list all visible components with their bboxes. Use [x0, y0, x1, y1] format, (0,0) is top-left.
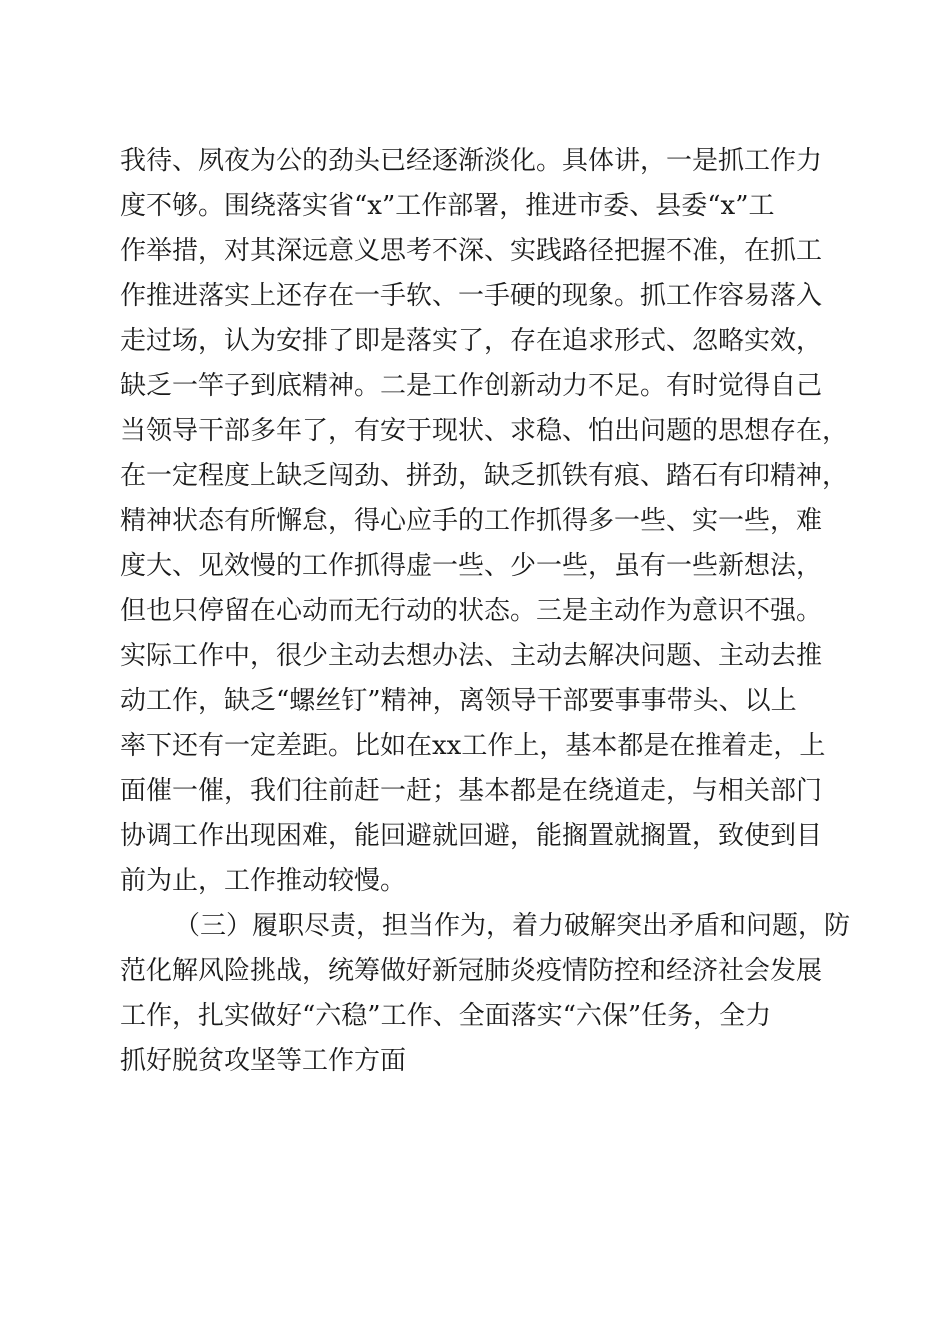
- body-text-line: 作举措，对其深远意义思考不深、实践路径把握不准，在抓工: [120, 236, 823, 266]
- section-heading-line: 工作，扎实做好“六稳”工作、全面落实“六保”任务，全力: [120, 1001, 772, 1031]
- body-text-line: 缺乏一竿子到底精神。二是工作创新动力不足。有时觉得自己: [120, 371, 823, 401]
- body-text-line: 动工作，缺乏“螺丝钉”精神，离领导干部要事事带头、以上: [120, 686, 797, 716]
- body-text-line: 实际工作中，很少主动去想办法、主动去解决问题、主动去推: [120, 641, 823, 671]
- body-text-line: 当领导干部多年了，有安于现状、求稳、怕出问题的思想存在，: [120, 416, 849, 446]
- body-text-line: 度不够。围绕落实省“x”工作部署，推进市委、县委“x”工: [120, 191, 775, 221]
- body-text-line: 协调工作出现困难，能回避就回避，能搁置就搁置，致使到目: [120, 821, 823, 851]
- body-text-line: 前为止，工作推动较慢。: [120, 866, 407, 896]
- body-text-line: 面催一催，我们往前赶一赶；基本都是在绕道走，与相关部门: [120, 776, 823, 806]
- body-text-line: 精神状态有所懈怠，得心应手的工作抓得多一些、实一些，难: [120, 506, 823, 536]
- body-text-line: 率下还有一定差距。比如在xx工作上，基本都是在推着走，上: [120, 731, 826, 761]
- body-text-line: 但也只停留在心动而无行动的状态。三是主动作为意识不强。: [120, 596, 823, 626]
- body-text-line: 作推进落实上还存在一手软、一手硬的现象。抓工作容易落入: [120, 281, 823, 311]
- body-text-line: 度大、见效慢的工作抓得虚一些、少一些，虽有一些新想法，: [120, 551, 823, 581]
- section-heading-line: 抓好脱贫攻坚等工作方面: [120, 1046, 407, 1076]
- section-heading-line: （三）履职尽责，担当作为，着力破解突出矛盾和问题，防: [174, 911, 851, 941]
- body-text-line: 我待、夙夜为公的劲头已经逐渐淡化。具体讲，一是抓工作力: [120, 146, 823, 176]
- section-heading-line: 范化解风险挑战，统筹做好新冠肺炎疫情防控和经济社会发展: [120, 956, 823, 986]
- body-text-line: 在一定程度上缺乏闯劲、拼劲，缺乏抓铁有痕、踏石有印精神，: [120, 461, 849, 491]
- body-text-line: 走过场，认为安排了即是落实了，存在追求形式、忽略实效，: [120, 326, 823, 356]
